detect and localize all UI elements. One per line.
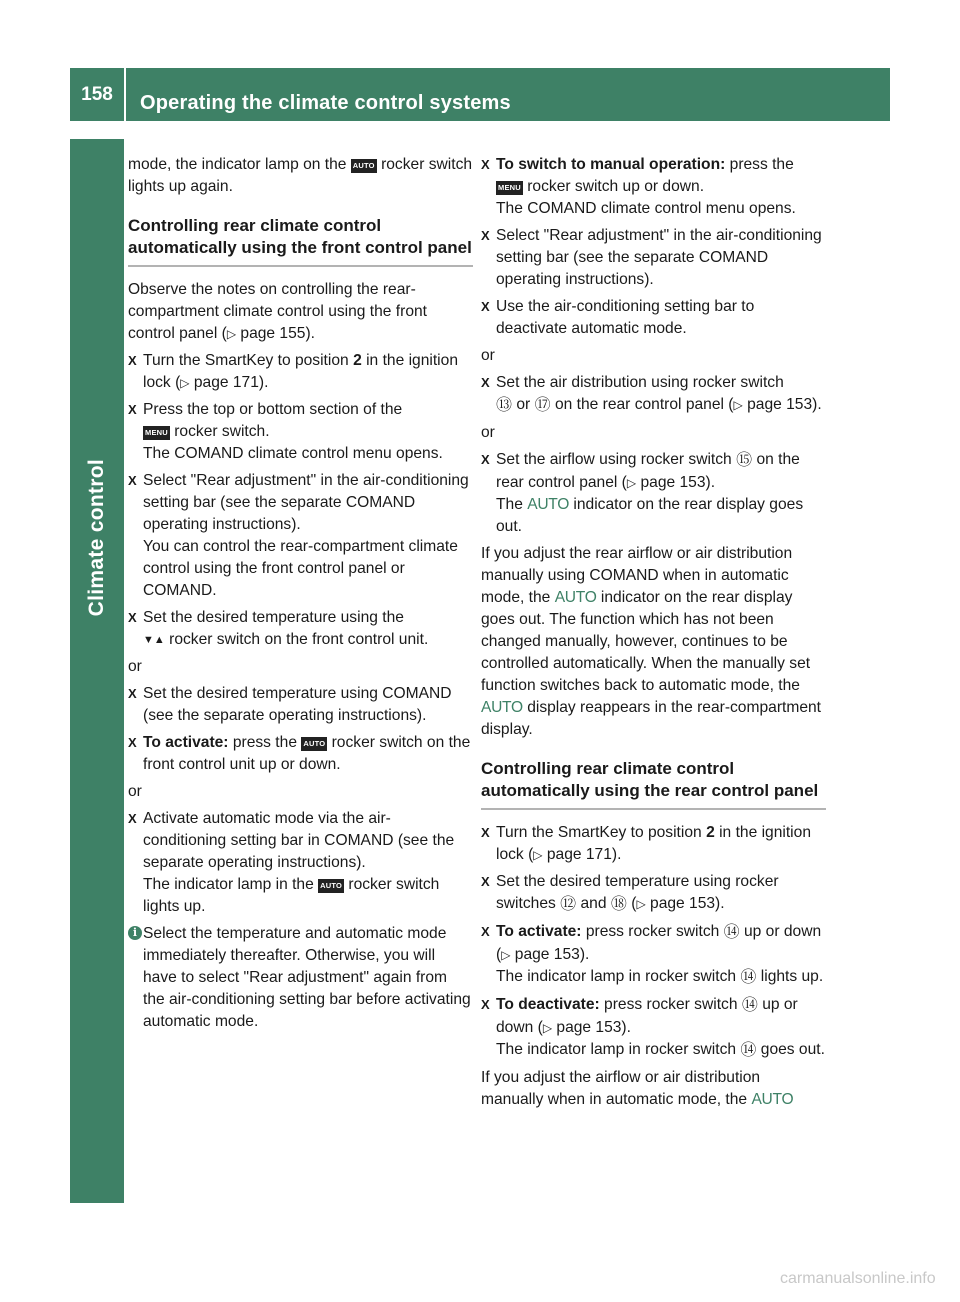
rocker-switch-17-icon: ⑰ <box>534 397 551 414</box>
step: X Use the air-conditioning setting bar to deactivate automatic mode. <box>481 298 755 337</box>
chapter-label: Climate control <box>85 459 108 617</box>
step-bullet-icon: X <box>481 452 490 467</box>
info-icon: i <box>128 926 142 940</box>
page-reference-arrow-icon: ▷ <box>226 327 237 341</box>
rocker-switch-14-icon: ⑭ <box>740 1042 757 1059</box>
page-reference-arrow-icon: ▷ <box>636 897 646 911</box>
or-separator: or <box>128 658 142 675</box>
step-bullet-icon: X <box>481 299 490 314</box>
auto-button-icon: AUTO <box>318 879 344 893</box>
step-bullet-icon: X <box>128 811 137 826</box>
paragraph: Observe the notes on controlling the rear-compartment climate control using the front control panel (▷ page 155). <box>128 281 428 342</box>
chapter-tab <box>70 139 124 1203</box>
page-number: 158 <box>81 84 113 105</box>
auto-button-icon: AUTO <box>301 737 327 751</box>
menu-button-icon: MENU <box>496 181 523 195</box>
step: X Set the desired temperature using COMAND (see the separate operating instructions). <box>128 685 452 724</box>
step-bullet-icon: X <box>481 157 490 172</box>
step-bullet-icon: X <box>128 402 137 417</box>
page-header <box>70 68 890 121</box>
rocker-switch-12-icon: ⑫ <box>560 896 577 913</box>
rocker-switch-18-icon: ⑱ <box>610 896 627 913</box>
paragraph: If you adjust the rear airflow or air distribution manually using COMAND when in automatic mode, the AUTO indicator on the rear display goes out. The function which has not been changed manually, however, continues to be controlled automatically. When the manually set function switches back to automatic mode, the AUTO display reappears in the rear-compartment display. <box>481 545 822 738</box>
step: X To switch to manual operation: press the MENU rocker switch up or down. The COMAND climate control menu opens. <box>481 156 796 217</box>
auto-indicator-label: AUTO <box>554 589 597 606</box>
step: X Set the air distribution using rocker switch ⑬ or ⑰ on the rear control panel (▷ page 153). <box>481 372 826 417</box>
section-title: Operating the climate control systems <box>140 92 511 114</box>
step: X Activate automatic mode via the air-conditioning setting bar in COMAND (see the separate operating instructions). The indicator lamp in the AUTO rocker switch lights up. <box>128 810 455 915</box>
step: X Set the desired temperature using the ▼▲ rocker switch on the front control unit. <box>128 607 473 651</box>
step: X Set the desired temperature using rocker switches ⑫ and ⑱ (▷ page 153). <box>481 871 826 916</box>
rocker-switch-15-icon: ⑮ <box>736 452 753 469</box>
step-bullet-icon: X <box>481 375 490 390</box>
rocker-switch-13-icon: ⑬ <box>496 397 513 414</box>
step-bullet-icon: X <box>128 686 137 701</box>
step: X To activate: press the AUTO rocker switch on the front control unit up or down. <box>128 734 471 773</box>
step: X Select "Rear adjustment" in the air-conditioning setting bar (see the separate COMAND operating instructions). You can control the rear-compartment climate control using the front control panel or COMAND. <box>128 472 469 599</box>
header-divider <box>124 68 126 121</box>
step-bullet-icon: X <box>481 924 490 939</box>
rocker-switch-14-icon: ⑭ <box>723 924 740 941</box>
step-bullet-icon: X <box>481 228 490 243</box>
subsection-heading: Controlling rear climate control automatically using the rear control panel <box>481 758 826 810</box>
step: X Turn the SmartKey to position 2 in the ignition lock (▷ page 171). <box>481 824 811 863</box>
auto-button-icon: AUTO <box>351 159 377 173</box>
rocker-switch-14-icon: ⑭ <box>740 969 757 986</box>
menu-button-icon: MENU <box>143 426 170 440</box>
page-reference-arrow-icon: ▷ <box>533 848 543 862</box>
page-reference-arrow-icon: ▷ <box>501 948 511 962</box>
step: X To deactivate: press rocker switch ⑭ up or down (▷ page 153). The indicator lamp in rocker switch ⑭ goes out. <box>481 994 826 1062</box>
step-bullet-icon: X <box>481 825 490 840</box>
paragraph: If you adjust the airflow or air distribution manually when in automatic mode, the AUTO <box>481 1069 794 1108</box>
step: X Press the top or bottom section of the MENU rocker switch. The COMAND climate control menu opens. <box>128 401 443 462</box>
or-separator: or <box>481 347 495 364</box>
or-separator: or <box>128 783 142 800</box>
page-reference-arrow-icon: ▷ <box>180 376 190 390</box>
step-bullet-icon: X <box>128 735 137 750</box>
step: X Turn the SmartKey to position 2 in the ignition lock (▷ page 171). <box>128 352 458 391</box>
page-reference-arrow-icon: ▷ <box>542 1021 553 1035</box>
step-bullet-icon: X <box>128 610 137 625</box>
page-reference-arrow-icon: ▷ <box>733 398 743 412</box>
right-column <box>481 154 826 1116</box>
step-bullet-icon: X <box>481 874 490 889</box>
subsection-heading: Controlling rear climate control automatically using the front control panel <box>128 215 473 267</box>
watermark: carmanualsonline.info <box>780 1270 936 1287</box>
page-reference-arrow-icon: ▷ <box>626 476 637 490</box>
step-bullet-icon: X <box>128 473 137 488</box>
info-note: i Select the temperature and automatic mode immediately thereafter. Otherwise, you will have to select "Rear adjustment" again from the air-conditioning setting bar before activating automatic mode. <box>128 923 473 1033</box>
auto-indicator-label: AUTO <box>751 1091 794 1108</box>
auto-indicator-label: AUTO <box>481 699 523 716</box>
left-column <box>128 154 473 1038</box>
temperature-down-up-icon: ▼▲ <box>143 634 165 646</box>
rocker-switch-14-icon: ⑭ <box>741 997 758 1014</box>
or-separator: or <box>481 424 495 441</box>
step: X Set the airflow using rocker switch ⑮ on the rear control panel (▷ page 153). The AUTO indicator on the rear display goes out. <box>481 451 804 535</box>
step: X To activate: press rocker switch ⑭ up or down (▷ page 153). The indicator lamp in rocker switch ⑭ lights up. <box>481 921 826 989</box>
paragraph: mode, the indicator lamp on the AUTO rocker switch lights up again. <box>128 156 473 195</box>
step-bullet-icon: X <box>481 997 490 1012</box>
step: X Select "Rear adjustment" in the air-conditioning setting bar (see the separate COMAND operating instructions). <box>481 227 822 288</box>
auto-indicator-label: AUTO <box>527 496 570 513</box>
step-bullet-icon: X <box>128 353 137 368</box>
